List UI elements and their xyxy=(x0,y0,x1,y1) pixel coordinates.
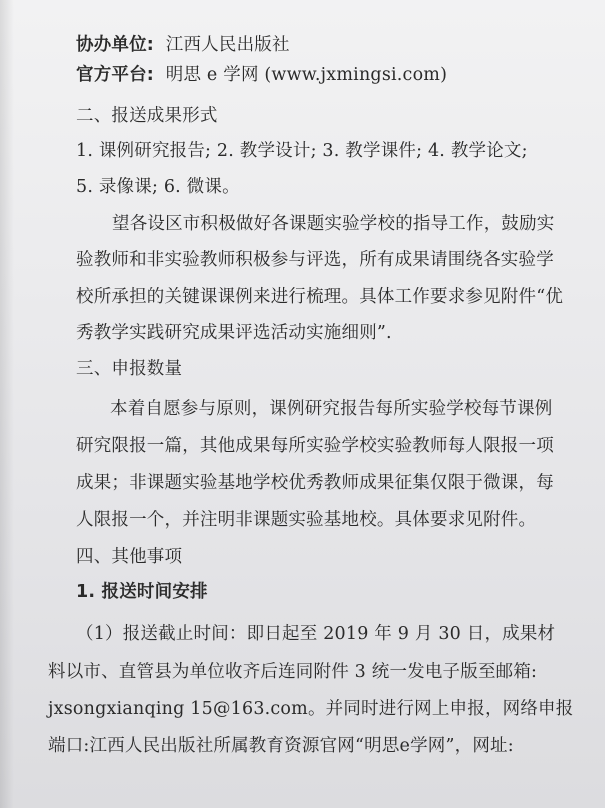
section2-para-line-2: 验教师和非实验教师积极参与评选，所有成果请围绕各实验学 xyxy=(76,250,554,270)
result-form-list-line-2: 5. 录像课; 6. 微课。 xyxy=(76,177,240,197)
cohost-line xyxy=(76,33,290,57)
section3-para-line-3: 成果；非课题实验基地学校优秀教师成果征集仅限于微课，每 xyxy=(76,473,554,493)
page-edge-shadow xyxy=(0,0,14,808)
section4-heading: 四、其他事项 xyxy=(76,547,183,567)
section4-para-line-2: 料以市、直管县为单位收齐后连同附件 3 统一发电子版至邮箱: xyxy=(48,662,538,682)
section4-para-line-3: jxsongxianqing 15@163.com。并同时进行网上申报，网络申报 xyxy=(48,699,574,719)
section4-para-line-4: 端口:江西人民出版社所属教育资源官网“明思e学网”，网址: xyxy=(48,736,514,756)
section3-heading: 三、申报数量 xyxy=(76,359,183,379)
platform-value: 明思 e 学网 (www.jxmingsi.com) xyxy=(165,65,448,85)
cohost-label: 协办单位: xyxy=(76,35,154,55)
section3-para-line-4: 人限报一个，并注明非课题实验基地校。具体要求见附件。 xyxy=(76,510,537,530)
platform-label: 官方平台: xyxy=(76,65,154,85)
platform-line xyxy=(76,63,447,87)
section2-para-line-3: 校所承担的关键课课例来进行梳理。具体工作要求参见附件“优 xyxy=(76,287,564,307)
section3-para-line-2: 研究限报一篇，其他成果每所实验学校实验教师每人限报一项 xyxy=(76,436,554,456)
section4-subheading: 1. 报送时间安排 xyxy=(76,582,208,602)
cohost-value: 江西人民出版社 xyxy=(165,35,290,55)
section3-para-line-1: 本着自愿参与原则，课例研究报告每所实验学校每节课例 xyxy=(110,399,553,419)
section2-heading: 二、报送成果形式 xyxy=(76,106,218,126)
section2-para-line-4: 秀教学实践研究成果评选活动实施细则”. xyxy=(76,323,392,343)
section2-para-line-1: 望各设区市积极做好各课题实验学校的指导工作，鼓励实 xyxy=(112,214,555,234)
result-form-list-line-1: 1. 课例研究报告; 2. 教学设计; 3. 教学课件; 4. 教学论文; xyxy=(76,141,528,161)
section4-para-line-1: （1）报送截止时间：即日起至 2019 年 9 月 30 日，成果材 xyxy=(76,624,556,644)
